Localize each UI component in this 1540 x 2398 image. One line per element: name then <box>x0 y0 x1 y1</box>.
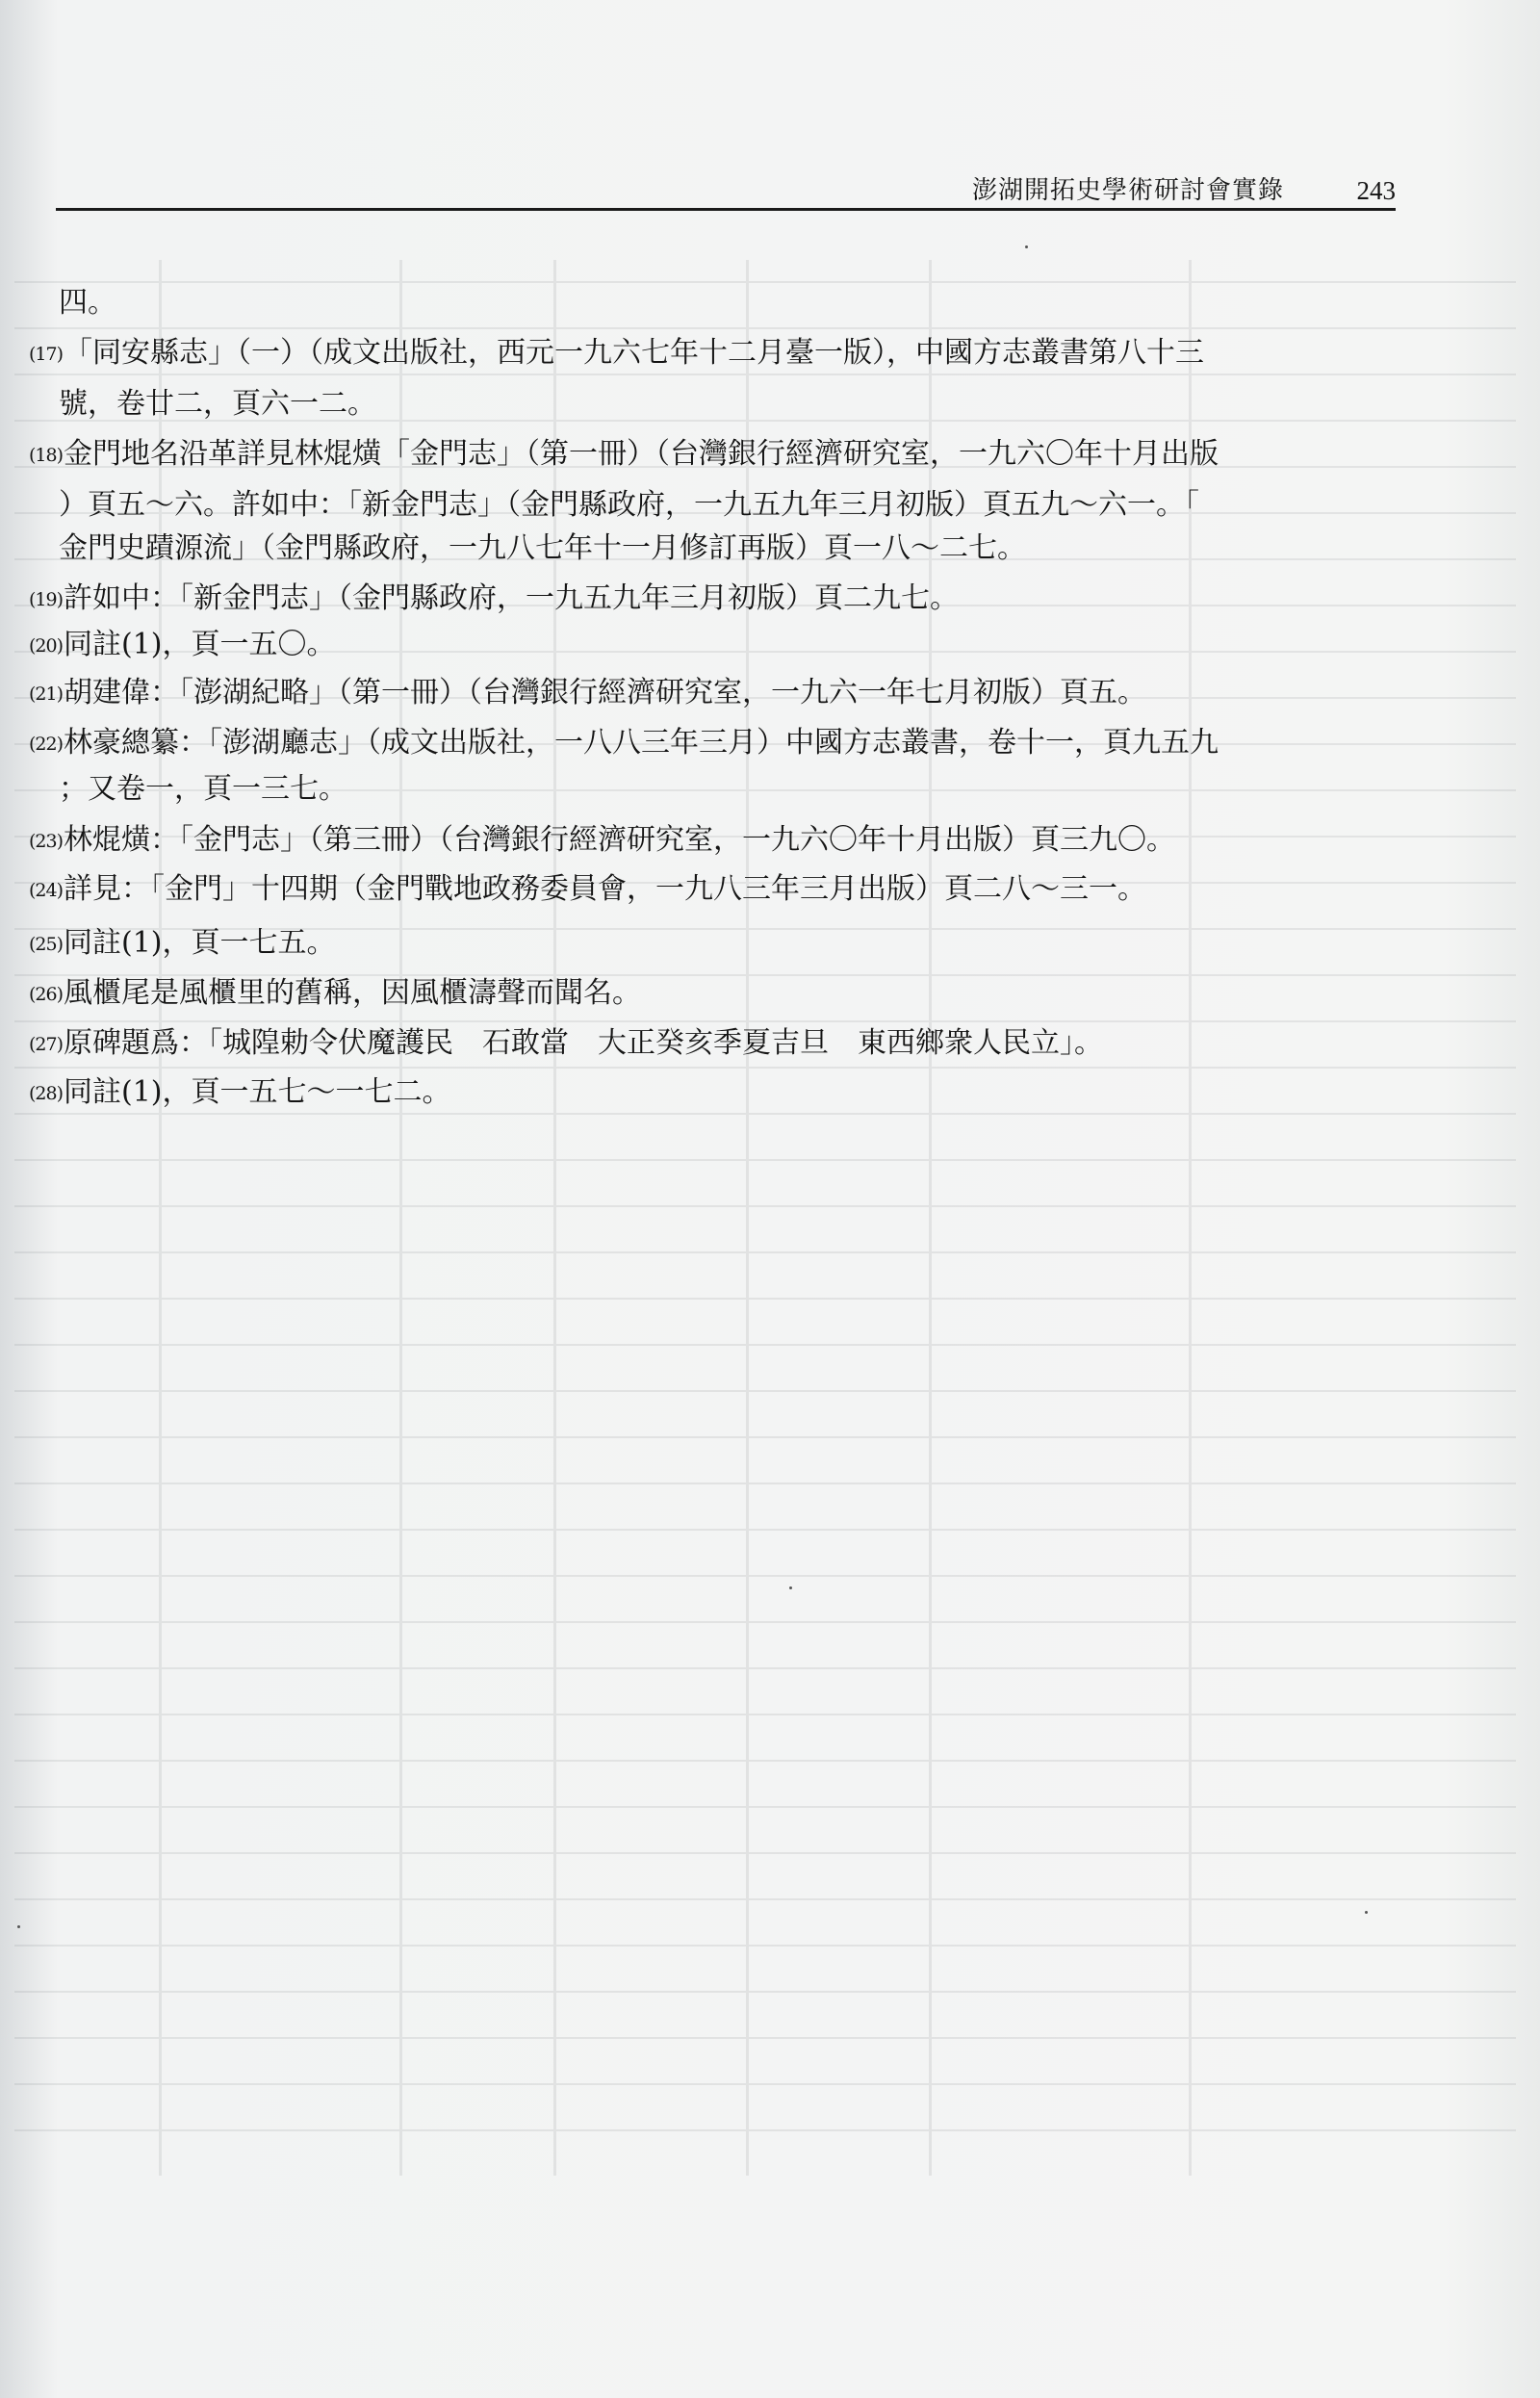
note-text: 號，卷廿二，頁六一二。 <box>59 387 376 421</box>
note-line <box>29 969 641 1018</box>
speck <box>1025 245 1028 248</box>
note-text: 詳見：「金門」十四期（金門戰地政務委員會，一九八三年三月出版）頁二八～三一。 <box>64 872 1147 906</box>
note-text: 林豪總纂：「澎湖廳志」（成文出版社，一八八三年三月）中國方志叢書，卷十一，頁九五九 <box>64 726 1219 760</box>
note-line <box>29 669 1146 717</box>
speck <box>17 1925 20 1928</box>
note-line <box>58 380 376 428</box>
note-line <box>29 865 1146 914</box>
note-text: 許如中：「新金門志」（金門縣政府，一九五九年三月初版）頁二九七。 <box>64 581 960 615</box>
note-number: (24) <box>29 880 64 901</box>
note-text: 風櫃尾是風櫃里的舊稱，因風櫃濤聲而聞名。 <box>64 976 642 1010</box>
note-text: 金門地名沿革詳見林焜熿「金門志」（第一冊）（台灣銀行經濟研究室，一九六〇年十月出版 <box>64 437 1219 471</box>
note-line <box>58 765 347 813</box>
note-text: 林焜熿：「金門志」（第三冊）（台灣銀行經濟研究室，一九六〇年十月出版）頁三九〇。 <box>64 823 1176 857</box>
note-line <box>29 430 1219 478</box>
note-number: (22) <box>29 734 64 755</box>
note-text: 同註(1)，頁一五七～一七二。 <box>64 1075 451 1109</box>
note-line <box>29 621 336 669</box>
note-line <box>29 1019 1103 1068</box>
note-line <box>29 1069 451 1117</box>
note-number: (19) <box>29 589 64 610</box>
note-text: ）頁五～六。許如中：「新金門志」（金門縣政府，一九五九年三月初版）頁五九～六一。「 <box>59 488 1199 522</box>
note-number: (21) <box>29 683 64 705</box>
speck <box>1365 1911 1368 1914</box>
note-text: 胡建偉：「澎湖紀略」（第一冊）（台灣銀行經濟研究室，一九六一年七月初版）頁五。 <box>64 676 1147 709</box>
note-number: (20) <box>29 635 64 657</box>
note-text: 金門史蹟源流」（金門縣政府，一九八七年十一月修訂再版）頁一八～二七。 <box>59 531 1026 565</box>
note-number: (17) <box>29 344 64 365</box>
note-number: (26) <box>29 984 64 1005</box>
note-text: 同註(1)，頁一五〇。 <box>64 628 336 661</box>
note-text: 原碑題爲：「城隍勅令伏魔護民 石敢當 大正癸亥季夏吉旦 東西鄉衆人民立」。 <box>64 1026 1104 1060</box>
note-line <box>29 575 959 623</box>
header-title: 澎湖開拓史學術研討會實錄 <box>972 176 1285 205</box>
note-number: (27) <box>29 1034 64 1055</box>
note-number: (25) <box>29 934 64 955</box>
note-number: (18) <box>29 445 64 466</box>
note-text: 同註(1)，頁一七五。 <box>64 926 336 960</box>
note-line <box>58 481 1199 529</box>
speck <box>789 1586 792 1589</box>
note-line <box>58 279 116 327</box>
note-line <box>58 525 1026 573</box>
note-line <box>29 329 1204 377</box>
note-text: 四。 <box>59 286 116 320</box>
note-line <box>29 719 1219 767</box>
note-line <box>29 919 336 967</box>
page-number: 243 <box>1356 176 1396 205</box>
note-number: (28) <box>29 1083 64 1104</box>
note-text: 「同安縣志」（一）（成文出版社，西元一九六七年十二月臺一版），中國方志叢書第八十三 <box>64 336 1205 370</box>
note-number: (23) <box>29 831 64 852</box>
note-text: ；又卷一，頁一三七。 <box>59 772 347 806</box>
note-line <box>29 816 1175 864</box>
